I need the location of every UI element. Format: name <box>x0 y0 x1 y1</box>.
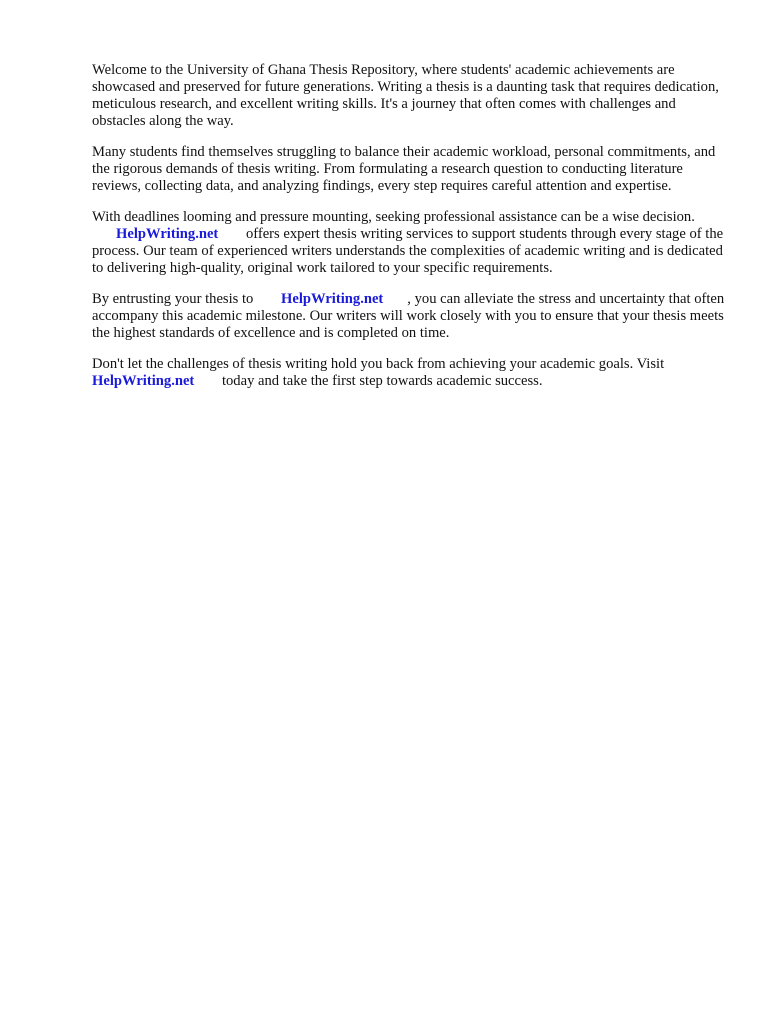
paragraph-call-to-action-text-after: today and take the first step towards academic success. <box>221 373 543 389</box>
document-page <box>92 62 732 404</box>
helpwriting-link-3[interactable]: HelpWriting.net <box>92 373 195 389</box>
paragraph-intro-text: Welcome to the University of Ghana Thesis Repository, where students' academic achievements are showcased and preserved for future generations. Writing a thesis is a daunting task that requires dedication, meticulous research, and excellent writing skills. It's a journey that often comes with challenges and obstacles along the way. <box>92 62 719 129</box>
paragraph-entrusting-text-after: , you can alleviate the stress and uncertainty that often accompany this academic milestone. Our writers will work closely with you to ensure that your thesis meets the highest standards of excellence and is completed on time. <box>92 291 725 341</box>
paragraph-entrusting-text-before: By entrusting your thesis to <box>92 291 254 307</box>
paragraph-intro <box>92 62 732 130</box>
paragraph-struggles <box>92 144 732 195</box>
paragraph-struggles-text: Many students find themselves struggling to balance their academic workload, personal commitments, and the rigorous demands of thesis writing. From formulating a research question to conducting literature reviews, collecting data, and analyzing findings, every step requires careful attention and expertise. <box>92 144 716 194</box>
paragraph-entrusting <box>92 291 732 342</box>
paragraph-call-to-action <box>92 356 732 390</box>
helpwriting-link-1[interactable]: HelpWriting.net <box>116 226 219 242</box>
helpwriting-link-2[interactable]: HelpWriting.net <box>281 291 384 307</box>
paragraph-assistance <box>92 209 732 277</box>
paragraph-assistance-text-after: offers expert thesis writing services to support students through every stage of the process. Our team of experienced writers understands the complexities of academic writing and is dedicated to delivering high-quality, original work tailored to your specific requirements. <box>92 226 724 276</box>
paragraph-call-to-action-text-before: Don't let the challenges of thesis writing hold you back from achieving your academic goals. Visit <box>92 356 665 372</box>
paragraph-assistance-text-before: With deadlines looming and pressure mounting, seeking professional assistance can be a wise decision. <box>92 209 695 225</box>
